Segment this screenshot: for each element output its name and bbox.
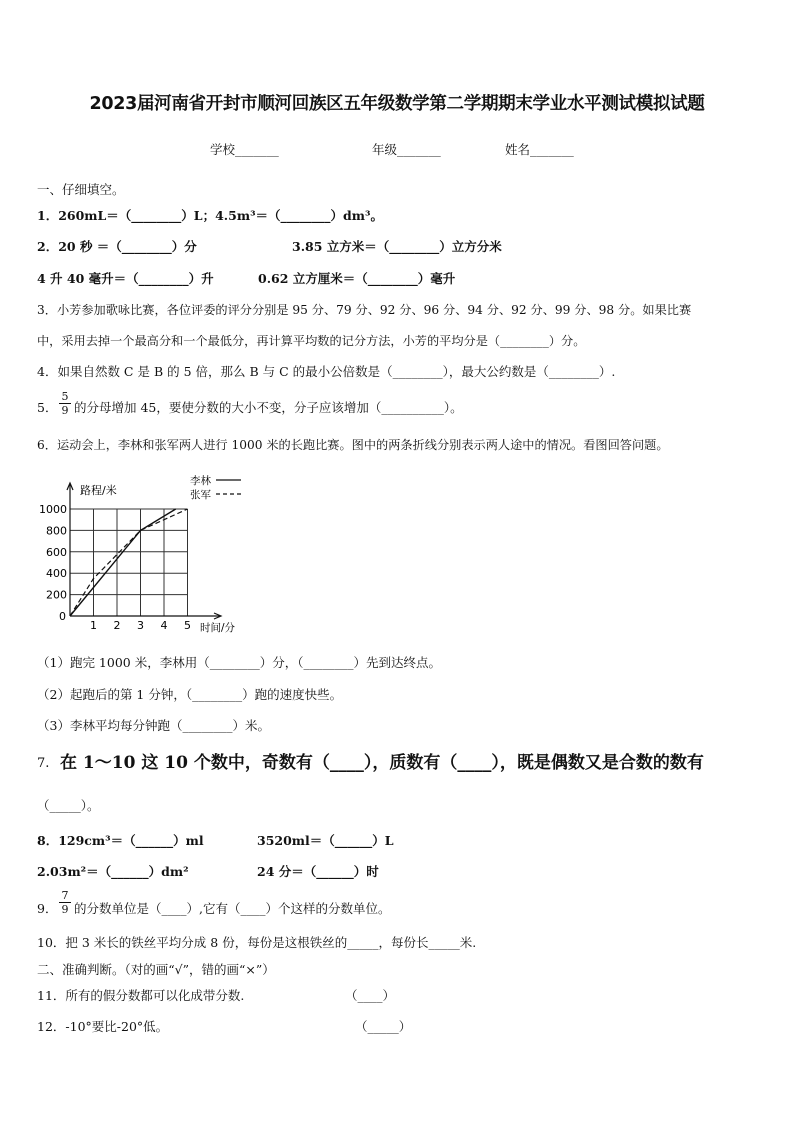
question-5-fraction [59, 391, 71, 416]
question-12: 12．-10°要比-20°低。 [37, 1019, 169, 1034]
question-12-answer-blank[interactable]: （_____） [355, 1019, 412, 1034]
fraction-denominator: 9 [61, 404, 69, 417]
question-5-number: 5． [37, 400, 58, 415]
x-tick-label: 2 [113, 619, 121, 632]
y-tick-label: 400 [46, 567, 67, 581]
question-2d: 0.62 立方厘米＝（________）毫升 [258, 271, 456, 286]
fraction-numerator: 7 [59, 890, 71, 903]
legend-label: 张军 [190, 489, 211, 501]
question-8a: 8．129cm³＝（______）ml [37, 833, 204, 848]
x-tick-label: 5 [184, 619, 191, 632]
page-title: 2023届河南省开封市顺河回族区五年级数学第二学期期末学业水平测试模拟试题 [89, 94, 705, 114]
question-3-line-2: 中，采用去掉一个最高分和一个最低分，再计算平均数的记分方法，小芳的平均分是（________）分。 [37, 334, 586, 348]
legend-label: 李林 [190, 475, 211, 487]
series-line-张军 [70, 509, 188, 616]
question-6-1: （1）跑完 1000 米，李林用（________）分，（________）先到达终点。 [37, 655, 441, 670]
question-3-line-1: 3．小芳参加歌咏比赛，各位评委的评分分别是 95 分、79 分、92 分、96 分、94 分、92 分、99 分、98 分。如果比赛 [37, 303, 692, 317]
name-field[interactable]: 姓名_______ [505, 142, 574, 157]
fraction-denominator: 9 [61, 903, 69, 916]
question-2c: 4 升 40 毫升＝（________）升 [37, 271, 214, 286]
question-10: 10．把 3 米长的铁丝平均分成 8 份，每份是这根铁丝的_____，每份长_____米. [37, 935, 477, 950]
question-6-3: （3）李林平均每分钟跑（________）米。 [37, 718, 270, 733]
question-9-text: 的分数单位是（____）,它有（____）个这样的分数单位。 [74, 901, 391, 916]
x-tick-label: 1 [90, 619, 97, 632]
section-2-heading: 二、准确判断。（对的画“√”，错的画“×”） [37, 962, 275, 977]
question-8c: 2.03m²＝（______）dm² [37, 864, 189, 879]
school-field[interactable]: 学校_______ [210, 142, 279, 157]
distance-time-chart [36, 472, 256, 642]
question-6-2: （2）起跑后的第 1 分钟，（________）跑的速度快些。 [37, 687, 343, 702]
x-tick-label: 3 [137, 619, 144, 632]
question-7-line-2: （_____）。 [37, 798, 100, 813]
question-8b: 3520ml＝（______）L [257, 833, 394, 848]
question-8d: 24 分＝（______）时 [257, 864, 379, 879]
y-axis-title: 路程/米 [80, 484, 117, 497]
x-axis-title: 时间/分 [200, 622, 236, 634]
question-7-text: 在 1～10 这 10 个数中，奇数有（____），质数有（____），既是偶数又是合数的数有 [60, 753, 704, 773]
y-tick-label: 1000 [39, 503, 67, 516]
y-tick-label: 600 [46, 545, 67, 559]
question-1: 1．260mL＝（________）L；4.5m³＝（________）dm³。 [37, 208, 383, 223]
question-9-number: 9． [37, 901, 58, 916]
y-tick-label: 200 [46, 588, 67, 602]
question-2b: 3.85 立方米＝（________）立方分米 [292, 239, 502, 254]
question-6: 6．运动会上，李林和张军两人进行 1000 米的长跑比赛。图中的两条折线分别表示两人途中的情况。看图回答问题。 [37, 438, 669, 452]
question-5-text: 的分母增加 45，要使分数的大小不变，分子应该增加（__________）。 [74, 400, 463, 415]
question-9-fraction [59, 890, 71, 915]
question-4: 4．如果自然数 C 是 B 的 5 倍，那么 B 与 C 的最小公倍数是（________），最大公约数是（________）. [37, 364, 616, 379]
question-11: 11．所有的假分数都可以化成带分数. [37, 988, 245, 1003]
fraction-numerator: 5 [59, 391, 71, 404]
question-7-number: 7. [37, 756, 50, 771]
question-11-answer-blank[interactable]: （____） [345, 988, 396, 1003]
x-tick-label: 4 [160, 619, 168, 632]
origin-label: 0 [59, 610, 66, 623]
series-line-李林 [70, 509, 176, 616]
question-2a: 2．20 秒 ＝（________）分 [37, 239, 197, 254]
section-1-heading: 一、仔细填空。 [37, 182, 125, 197]
y-tick-label: 800 [46, 524, 67, 538]
grade-field[interactable]: 年级_______ [372, 142, 441, 157]
